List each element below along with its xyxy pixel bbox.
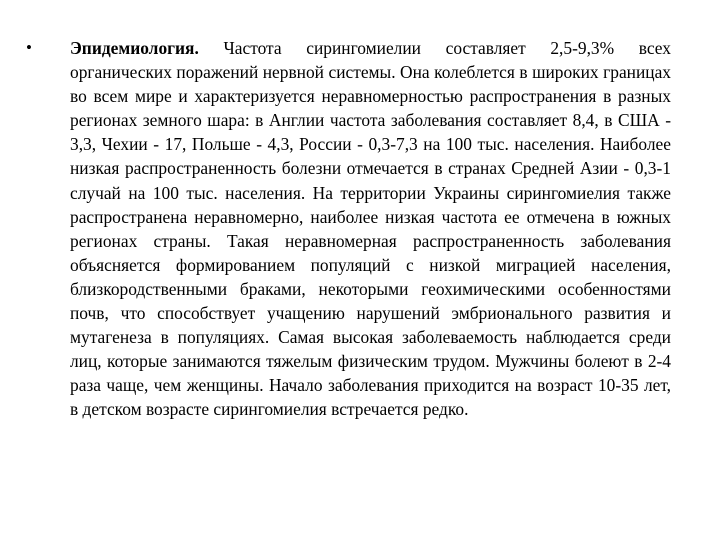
paragraph-lead-heading: Эпидемиология. [70,38,199,58]
bullet-marker: • [26,38,32,57]
paragraph-body-text: Частота сирингомиелии составляет 2,5-9,3% всех органических поражений нервной системы. Она колеблется в широких границах во всем мире и характеризуется неравномерностью распространения в разных регионах земного шара: в Англии частота заболевания составляет 8,4, в США - 3,3, Чехии - 17, Польше - 4,3, России - 0,3-7,3 на 100 тыс. населения. Наиболее низкая распространенность болезни отмечается в странах Средней Азии - 0,3-1 случай на 100 тыс. населения. На территории Украины сирингомиелия также распространена неравномерно, наиболее низкая частота ее отмечена в южных регионах страны. Такая неравномерная распространенность заболевания объясняется формированием популяций с низкой миграцией населения, близкородственными браками, некоторыми геохимическими особенностями почв, что способствует учащению нарушений эмбрионального развития и мутагенеза в популяциях. Самая высокая заболеваемость наблюдается среди лиц, которые занимаются тяжелым физическим трудом. Мужчины болеют в 2-4 раза чаще, чем женщины. Начало заболевания приходится на возраст 10-35 лет, в детском возрасте сирингомиелия встречается редко. [70,38,671,420]
epidemiology-paragraph [70,36,671,422]
